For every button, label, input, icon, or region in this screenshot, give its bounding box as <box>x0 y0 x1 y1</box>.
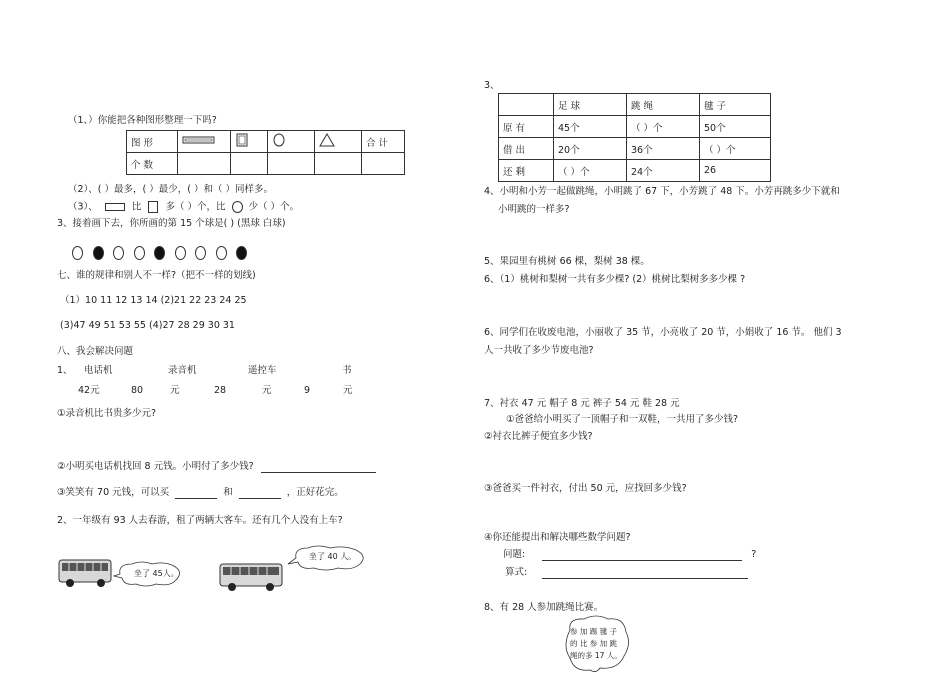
question-b-text: ②小明买电话机找回 8 元钱。小明付了多少钱? <box>57 461 254 472</box>
q3-less: 少（ ）个。 <box>248 201 300 213</box>
table-cell: 借 出 <box>499 138 554 160</box>
question-7a: ①爸爸给小明买了一顶帽子和一双鞋，一共用了多少钱? <box>506 414 739 425</box>
item-recorder: 录音机 <box>168 365 197 376</box>
table-cell: 20个 <box>554 138 627 160</box>
table-row <box>499 116 771 138</box>
question-5: 5、果园里有桃树 66 棵，梨树 38 棵。 <box>484 256 650 267</box>
question-c-and: 和 <box>223 487 233 498</box>
count-cell[interactable] <box>362 153 405 175</box>
question-7: 7、衬衣 47 元 帽子 8 元 裤子 54 元 鞋 28 元 <box>484 398 680 409</box>
question-blank[interactable] <box>542 550 742 561</box>
table-cell: 原 有 <box>499 116 554 138</box>
count-cell[interactable] <box>231 153 268 175</box>
pattern-question: 3、接着画下去，你所画的第 15 个球是( ) (黑球 白球) <box>57 218 286 229</box>
section-8-title: 八、我会解决问题 <box>57 346 134 357</box>
black-ball-icon <box>154 246 165 260</box>
table-header: 毽 子 <box>700 94 771 116</box>
item-toy-car: 遥控车 <box>248 365 277 376</box>
table-cell: 24个 <box>627 160 700 182</box>
table-header <box>499 94 554 116</box>
shape-table-row-label: 图 形 <box>127 131 178 153</box>
table-cell[interactable]: （ ）个 <box>700 138 771 160</box>
q3-line <box>68 201 299 214</box>
question-6b-line-2: 人一共收了多少节废电池? <box>484 345 594 356</box>
white-ball-icon <box>175 246 186 260</box>
rectangle-icon <box>105 203 125 211</box>
question-c-text: ③笑笑有 70 元钱，可以买 <box>57 487 170 498</box>
black-ball-icon <box>236 246 247 260</box>
price-recorder: 80 <box>131 385 144 396</box>
price-book-unit: 元 <box>343 385 353 396</box>
question-8: 8、有 28 人参加跳绳比赛。 <box>484 602 604 613</box>
answer-blank[interactable] <box>239 488 281 499</box>
bubble-text-3: 参 加 踢 毽 子的 比 参 加 跳绳的多 17 人。 <box>570 627 622 660</box>
table-cell: 36个 <box>627 138 700 160</box>
formula-blank[interactable] <box>542 568 748 579</box>
answer-blank[interactable] <box>175 488 217 499</box>
question-7c: ③爸爸买一件衬衣，付出 50 元，应找回多少钱? <box>484 483 687 494</box>
white-ball-icon <box>72 246 83 260</box>
count-row-label: 个 数 <box>127 153 178 175</box>
question-4-line-1: 4、小明和小芳一起做跳绳，小明跳了 67 下，小芳跳了 48 下。小芳再跳多少下就和 <box>484 186 840 197</box>
answer-blank[interactable] <box>261 462 376 473</box>
q3-prefix: （3）、 <box>68 201 98 213</box>
table-cell: 26 <box>700 160 771 182</box>
white-ball-icon <box>113 246 124 260</box>
question-7d: ④你还能提出和解决哪些数学问题? <box>484 532 631 543</box>
count-cell[interactable] <box>178 153 231 175</box>
question-6: 6、（1）桃树和梨树一共有多少棵? (2）桃树比梨树多多少棵 ? <box>484 274 746 285</box>
circle-icon <box>268 131 315 153</box>
formula-label: 算式: <box>505 567 528 578</box>
table-header: 足 球 <box>554 94 627 116</box>
formula-line <box>505 567 748 579</box>
price-phone: 42元 <box>78 385 100 396</box>
rectangle-icon <box>178 131 231 153</box>
section-7-row-2: (3)47 49 51 53 55 (4)27 28 29 30 31 <box>60 320 235 331</box>
section-7-title: 七、谁的规律和别人不一样?（把不一样的划线) <box>57 270 256 281</box>
price-book: 9 <box>304 385 311 396</box>
table-cell: 50个 <box>700 116 771 138</box>
q2-line: （2）、( ）最多，( ）最少，( ）和（ ）同样多。 <box>68 184 273 195</box>
item-phone: 电话机 <box>84 365 113 376</box>
table-cell: 还 剩 <box>499 160 554 182</box>
bus-icon <box>218 560 286 594</box>
black-ball-icon <box>93 246 104 260</box>
table-row <box>499 160 771 182</box>
bus-icon <box>57 556 115 590</box>
table-cell[interactable]: （ ）个 <box>554 160 627 182</box>
question-line <box>503 549 756 561</box>
count-cell[interactable] <box>315 153 362 175</box>
white-ball-icon <box>216 246 227 260</box>
table-cell: 45个 <box>554 116 627 138</box>
equipment-table <box>498 93 771 182</box>
table-cell[interactable]: （ ）个 <box>627 116 700 138</box>
question-6b-line-1: 6、同学们在收废电池，小丽收了 35 节，小亮收了 20 节，小娟收了 16 节。 他们 3 <box>484 327 842 338</box>
items-number: 1、 <box>57 365 73 376</box>
question-label: 问题: <box>503 549 526 560</box>
total-label: 合 计 <box>362 131 405 153</box>
price-toy-car: 28 <box>214 385 227 396</box>
table-header: 跳 绳 <box>627 94 700 116</box>
section-7-row-1: （1）10 11 12 13 14 (2)21 22 23 24 25 <box>60 295 247 306</box>
circle-icon <box>232 201 243 213</box>
white-ball-icon <box>134 246 145 260</box>
shape-table <box>126 130 405 175</box>
q1-title: （1、）你能把各种图形整理一下吗? <box>68 115 217 126</box>
q3-than: 比 <box>131 201 142 213</box>
price-toy-car-unit: 元 <box>262 385 272 396</box>
white-ball-icon <box>195 246 206 260</box>
question-c-end: ，正好花完。 <box>286 487 344 498</box>
question-2: 2、一年级有 93 人去春游，租了两辆大客车。还有几个人没有上车? <box>57 515 343 526</box>
q3-number: 3、 <box>484 80 500 91</box>
question-b <box>57 461 376 473</box>
price-recorder-unit: 元 <box>170 385 180 396</box>
table-row <box>499 138 771 160</box>
question-7b: ②衬衣比裤子便宜多少钱? <box>484 431 593 442</box>
question-a: ①录音机比书贵多少元? <box>57 408 157 419</box>
item-book: 书 <box>342 365 352 376</box>
bubble-text-2: 坐了 40 人。 <box>309 552 357 561</box>
question-4-line-2: 小明跳的一样多? <box>498 204 570 215</box>
triangle-icon <box>315 131 362 153</box>
count-cell[interactable] <box>268 153 315 175</box>
question-mark: ? <box>751 549 757 560</box>
question-c <box>57 487 344 499</box>
square-icon <box>148 201 158 213</box>
q3-more: 多（ ）个，比 <box>165 201 226 213</box>
square-icon <box>231 131 268 153</box>
bubble-text-1: 坐了 45人。 <box>134 569 179 578</box>
